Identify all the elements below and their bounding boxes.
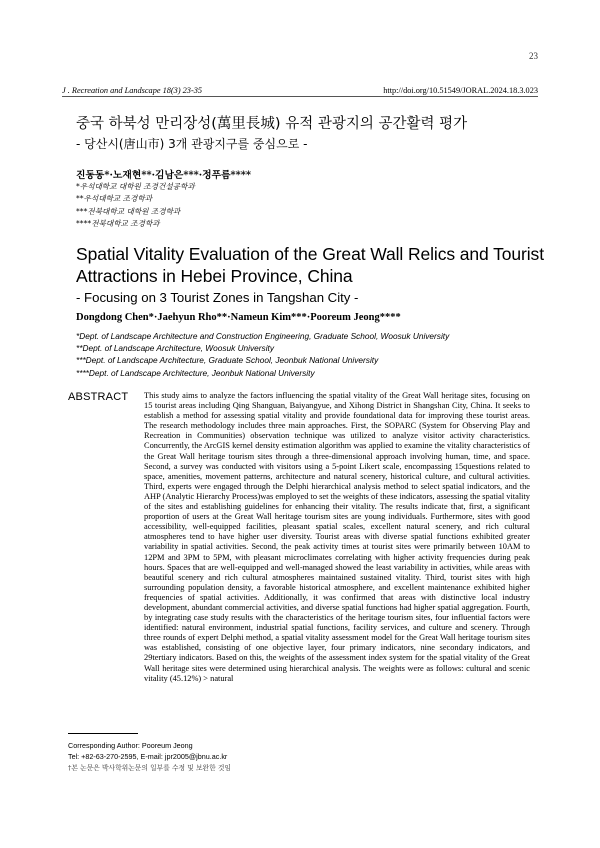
english-affiliation: **Dept. of Landscape Architecture, Woosuk University bbox=[76, 343, 274, 354]
page-number: 23 bbox=[529, 51, 538, 61]
corresponding-author: Corresponding Author: Pooreum Jeong bbox=[68, 741, 193, 750]
korean-affiliation: ****전북대학교 조경학과 bbox=[76, 219, 160, 229]
footnotes bbox=[68, 740, 231, 774]
thesis-note: †본 논문은 박사학위논문의 일부를 수정 및 보완한 것임 bbox=[68, 763, 231, 772]
korean-affiliation: ***전북대학교 대학원 조경학과 bbox=[76, 206, 181, 216]
header-rule bbox=[62, 96, 538, 97]
journal-citation: J . Recreation and Landscape 18(3) 23-35 bbox=[62, 86, 203, 95]
abstract-text: This study aims to analyze the factors influencing the spatial vitality of the Great Wall heritage sites, focusing on 15 tourist areas including Qing Shanguan, Baiyangyue, and Xihong District in Shangshan City, China. It seeks to establish a method for assessing spatial vitality and provide foundational data for improving these tourist areas. The research methodology includes three main approaches. First, the SOPARC (System for Observing Play and Recreation in Communities) observation technique was utilized to analyze visitor activity characteristics. Concurrently, the ArcGIS kernel density estimation algorithm was applied to examine the vitality characteristics of the Great Wall heritage tourism sites through a three-dimensional approach involving human, time, and space. Second, a survey was conducted with visitors using a 5-point Likert scale, encompassing 15questions related to space, amenities, movement patterns, architecture and natural scenery, historical culture, and cultural activities. Third, experts were engaged through the Delphi hierarchical analysis method to select spatial indicators, and the AHP (Analytic Hierarchy Process)was employed to set the weights of these indicators, assessing the spatial vitality of the sites and establishing guidelines for enhancing their vitality. The results indicate that, first, a significant proportion of users at the Great Wall heritage tourism sites are young individuals. Furthermore, sites with good accessibility, well-equipped facilities, pleasant spatial scales, excellent natural scenery, and rich cultural atmospheres tend to have higher user diversity. Tourist areas with diverse spatial functions exhibited greater variability in spatial activities. Second, the peak activity times at tourist sites were primarily between 10AM to 12PM and 3PM to 5PM, with pleasant microclimates correlating with higher activity frequencies during peak hours. Spaces that are well-equipped and well-managed showed the least variability in activities, while areas with beautiful scenery and rich cultural atmospheres maintained sustained vitality. Third, tourist sites with high surrounding population density, a favorable historical atmosphere, and excellent maintenance exhibited higher frequencies of spatial activities. Additionally, it was confirmed that areas with distinctive local industry development, abundant commercial activities, and diverse spatial functions had higher spatial aggregation. Fourth, by integrating case study results with the characteristics of the heritage tourism sites, four influential factors were identified: natural environment, industrial spatial functions, facility services, and culture and scenery. Through three rounds of expert Delphi method, a spatial vitality assessment model for the Great Wall heritage tourism sites was established, consisting of one objective layer, four primary indicators, nine secondary indicators, and 29tertiary indicators. Based on this, the weights of the assessment index system for the spatial vitality of the Great Wall heritage sites were determined using hierarchical analysis. The weights were as follows: cultural and scenic vitality (45.12%) > natural bbox=[144, 391, 530, 683]
korean-affiliation: **우석대학교 조경학과 bbox=[76, 194, 153, 204]
korean-title: 중국 하북성 만리장성(萬里長城) 유적 관광지의 공간활력 평가 bbox=[76, 116, 468, 132]
doi-link[interactable]: http://doi.org/10.51549/JORAL.2024.18.3.023 bbox=[383, 86, 538, 95]
footnote-rule bbox=[68, 733, 138, 734]
korean-affiliations bbox=[76, 181, 195, 231]
english-title bbox=[76, 243, 546, 287]
korean-subtitle: - 당산시(唐山市) 3개 관광지구를 중심으로 - bbox=[76, 137, 308, 151]
english-affiliation: *Dept. of Landscape Architecture and Construction Engineering, Graduate School, Woosuk University bbox=[76, 331, 450, 341]
english-authors: Dongdong Chen*·Jaehyun Rho**·Nameun Kim***·Pooreum Jeong**** bbox=[76, 312, 401, 323]
abstract-body bbox=[144, 391, 530, 684]
korean-authors: 진동동*·노재현**·김남은***·정푸름**** bbox=[76, 170, 252, 181]
abstract-heading: ABSTRACT bbox=[68, 391, 129, 403]
english-affiliations bbox=[76, 330, 449, 379]
contact-info: Tel: +82-63-270-2595, E-mail: jpr2005@jbnu.ac.kr bbox=[68, 752, 228, 762]
english-subtitle: - Focusing on 3 Tourist Zones in Tangshan City - bbox=[76, 290, 359, 305]
english-title-line: Spatial Vitality Evaluation of the Great Wall Relics and Tourist bbox=[76, 244, 544, 264]
english-title-line: Attractions in Hebei Province, China bbox=[76, 266, 353, 286]
korean-affiliation: *우석대학교 대학원 조경건설공학과 bbox=[76, 182, 195, 191]
english-affiliation: ***Dept. of Landscape Architecture, Graduate School, Jeonbuk National University bbox=[76, 355, 379, 366]
english-affiliation: ****Dept. of Landscape Architecture, Jeonbuk National University bbox=[76, 367, 315, 378]
